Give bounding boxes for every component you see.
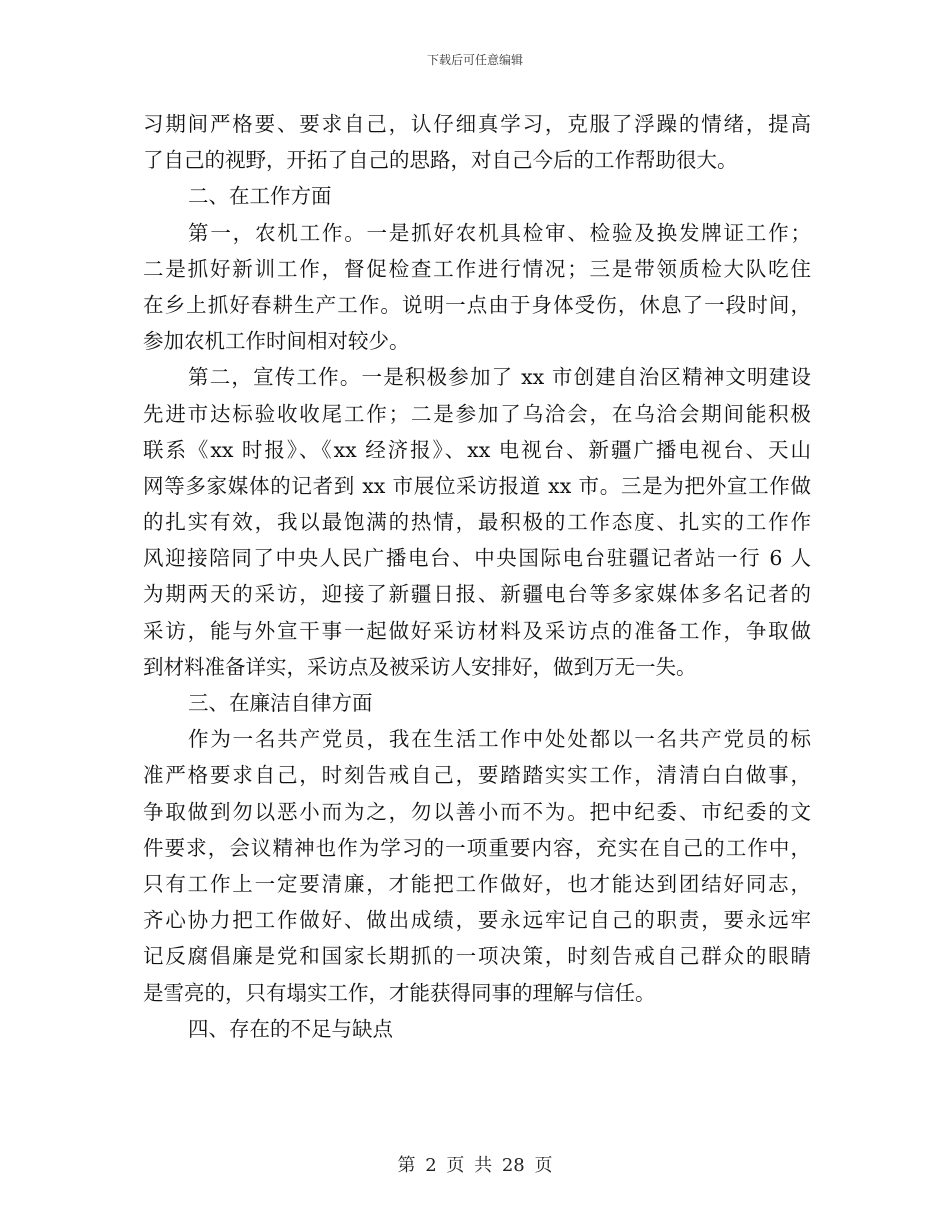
text-line: 参加农机工作时间相对较少。: [143, 329, 410, 354]
text-line: 作为一名共产党员，我在生活工作中处处都以一名共产党员的标: [188, 727, 811, 752]
section-heading: 三、在廉洁自律方面: [188, 691, 373, 715]
document-body: [143, 106, 811, 1047]
text-line: 记反腐倡廉是党和国家长期抓的一项决策，时刻告戒自己群众的眼睛: [143, 944, 811, 969]
text-line: 只有工作上一定要清廉，才能把工作做好，也才能达到团结好同志，: [143, 871, 811, 896]
text-line: 争取做到勿以恶小而为之，勿以善小而不为。把中纪委、市纪委的文: [143, 799, 811, 824]
text-line: 二是抓好新训工作，督促检查工作进行情况；三是带领质检大队吃住: [143, 256, 811, 281]
text-line: 齐心协力把工作做好、做出成绩，要永远牢记自己的职责，要永远牢: [143, 908, 811, 933]
text-line: 件要求，会议精神也作为学习的一项重要内容，充实在自己的工作中，: [143, 835, 811, 860]
text-line: 了自己的视野，开拓了自己的思路，对自己今后的工作帮助很大。: [143, 148, 738, 173]
section-heading: 二、在工作方面: [188, 184, 332, 209]
text-line: 在乡上抓好春耕生产工作。说明一点由于身体受伤，休息了一段时间，: [143, 292, 811, 317]
text-line: 为期两天的采访，迎接了新疆日报、新疆电台等多家媒体多名记者的: [143, 582, 811, 607]
text-line: 采访，能与外宣干事一起做好采访材料及采访点的准备工作，争取做: [143, 618, 811, 643]
section-heading: 四、存在的不足与缺点: [188, 1016, 393, 1041]
text-line: 习期间严格要、要求自己，认仔细真学习，克服了浮躁的情绪，提高: [143, 112, 811, 136]
text-line: 第一，农机工作。一是抓好农机具检审、检验及换发牌证工作；: [188, 220, 811, 245]
text-line: 到材料准备详实，采访点及被采访人安排好，做到万无一失。: [143, 654, 697, 679]
text-line: 的扎实有效，我以最饱满的热情，最积极的工作态度、扎实的工作作: [143, 510, 811, 535]
text-line: 第二，宣传工作。一是积极参加了 xx 市创建自治区精神文明建设: [188, 365, 811, 390]
text-line: 准严格要求自己，时刻告戒自己，要踏踏实实工作，清清白白做事，: [143, 763, 811, 788]
page-footer: 第 2 页 共 28 页: [397, 1155, 553, 1176]
page-header: 下载后可任意编辑: [426, 53, 523, 67]
text-line: 先进市达标验收收尾工作；二是参加了乌洽会，在乌洽会期间能积极: [143, 401, 811, 426]
text-line: 联系《xx 时报》、《xx 经济报》、xx 电视台、新疆广播电视台、天山: [143, 437, 811, 462]
text-line: 是雪亮的，只有塌实工作，才能获得同事的理解与信任。: [143, 980, 656, 1005]
text-line: 网等多家媒体的记者到 xx 市展位采访报道 xx 市。三是为把外宣工作做: [143, 473, 811, 498]
text-line: 风迎接陪同了中央人民广播电台、中央国际电台驻疆记者站一行 6 人: [143, 546, 811, 571]
